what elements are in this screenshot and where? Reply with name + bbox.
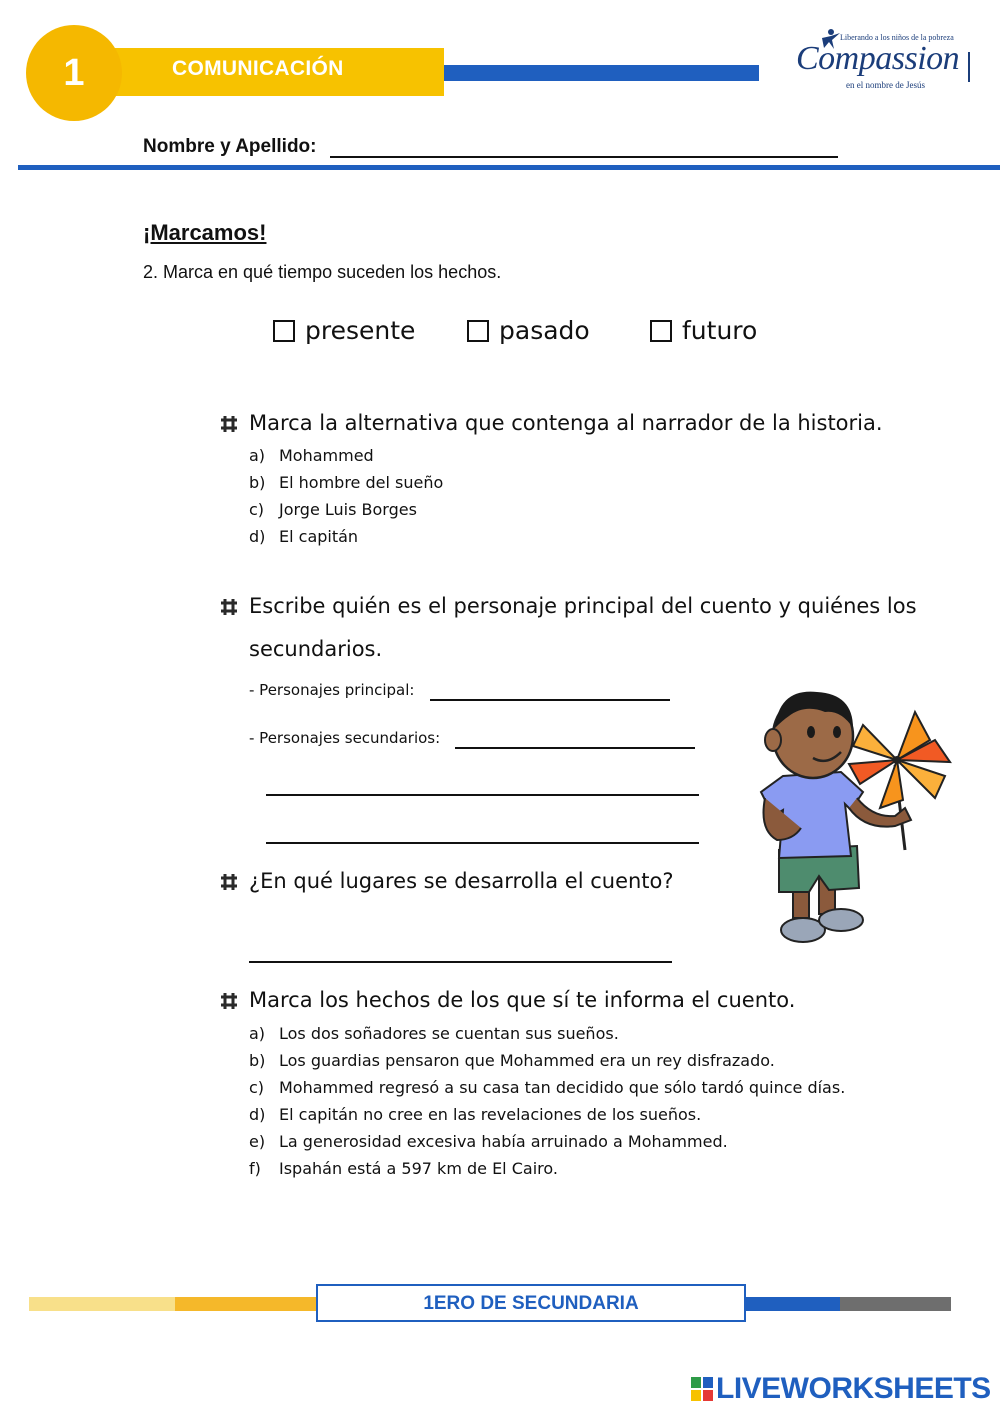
option-presente[interactable] [273, 316, 415, 345]
option-letter: c) [249, 500, 265, 519]
option-futuro[interactable] [650, 316, 757, 345]
list-item[interactable] [249, 446, 374, 465]
list-item[interactable] [249, 1105, 701, 1124]
checkbox[interactable] [650, 320, 672, 342]
question-2-line1: Escribe quién es el personaje principal del cuento y quiénes los [249, 594, 917, 618]
list-item[interactable] [249, 1159, 558, 1178]
option-label: futuro [682, 316, 758, 345]
option-text: Mohammed regresó a su casa tan decidido que sólo tardó quince días. [279, 1078, 846, 1097]
option-text: Los dos soñadores se cuentan sus sueños. [279, 1024, 619, 1043]
option-text: Los guardias pensaron que Mohammed era un rey disfrazado. [279, 1051, 775, 1070]
bullet-hash-icon [220, 598, 238, 616]
footer-bar-light-yellow [29, 1297, 175, 1311]
checkbox[interactable] [467, 320, 489, 342]
question-4: Marca los hechos de los que sí te informa el cuento. [249, 988, 796, 1012]
list-item[interactable] [249, 473, 443, 492]
logo-divider [968, 52, 970, 82]
list-item[interactable] [249, 1024, 619, 1043]
option-letter: b) [249, 1051, 266, 1070]
name-label: Nombre y Apellido: [143, 136, 317, 157]
option-pasado[interactable] [467, 316, 590, 345]
header-blue-bar [444, 65, 759, 81]
liveworksheets-logo-icon [691, 1377, 713, 1401]
liveworksheets-watermark: LIVEWORKSHEETS [716, 1372, 991, 1405]
option-letter: b) [249, 473, 266, 492]
option-letter: d) [249, 527, 266, 546]
option-letter: e) [249, 1132, 266, 1151]
subject-title: COMUNICACIÓN [172, 57, 344, 80]
footer-bar-yellow [175, 1297, 318, 1311]
option-text: Jorge Luis Borges [279, 500, 417, 519]
logo-brand: Compassion [796, 40, 960, 77]
boy-with-pinwheel-illustration [745, 680, 955, 950]
option-label: pasado [499, 316, 590, 345]
principal-answer-line[interactable] [430, 699, 670, 701]
question-1: Marca la alternativa que contenga al narrador de la historia. [249, 411, 883, 435]
bullet-hash-icon [220, 992, 238, 1010]
option-letter: d) [249, 1105, 266, 1124]
secondary-label: - Personajes secundarios: [249, 729, 441, 747]
secondary-answer-line[interactable] [266, 794, 699, 796]
option-text: El capitán no cree en las revelaciones de los sueños. [279, 1105, 702, 1124]
list-item[interactable] [249, 1051, 775, 1070]
option-text: Ispahán está a 597 km de El Cairo. [279, 1159, 558, 1178]
list-item[interactable] [249, 1132, 728, 1151]
footer-bar-blue [745, 1297, 840, 1311]
option-label: presente [305, 316, 416, 345]
bullet-hash-icon [220, 873, 238, 891]
option-text: El capitán [279, 527, 359, 546]
question-2-line2: secundarios. [249, 637, 383, 661]
header-divider [18, 165, 1000, 170]
logo-tagline-bottom: en el nombre de Jesús [846, 80, 925, 90]
checkbox[interactable] [273, 320, 295, 342]
places-answer-line[interactable] [249, 961, 672, 963]
secondary-answer-line[interactable] [266, 842, 699, 844]
list-item[interactable] [249, 500, 417, 519]
section-title: ¡Marcamos! [143, 220, 267, 245]
option-letter: f) [249, 1159, 261, 1178]
list-item[interactable] [249, 1078, 845, 1097]
question-3: ¿En qué lugares se desarrolla el cuento? [249, 869, 674, 893]
option-letter: a) [249, 446, 266, 465]
option-letter: a) [249, 1024, 266, 1043]
option-text: Mohammed [279, 446, 374, 465]
list-item[interactable] [249, 527, 358, 546]
unit-number: 1 [63, 52, 85, 94]
footer-bar-gray [840, 1297, 951, 1311]
option-letter: c) [249, 1078, 265, 1097]
secondary-answer-line[interactable] [455, 747, 695, 749]
option-text: La generosidad excesiva había arruinado a Mohammed. [279, 1132, 728, 1151]
bullet-hash-icon [220, 415, 238, 433]
grade-label: 1ERO DE SECUNDARIA [423, 1293, 639, 1314]
logo-tagline-top: Liberando a los niños de la pobreza [840, 33, 954, 42]
instruction: 2. Marca en qué tiempo suceden los hechos. [143, 262, 502, 282]
name-input-line[interactable] [330, 156, 838, 158]
principal-label: - Personajes principal: [249, 681, 415, 699]
option-text: El hombre del sueño [279, 473, 444, 492]
